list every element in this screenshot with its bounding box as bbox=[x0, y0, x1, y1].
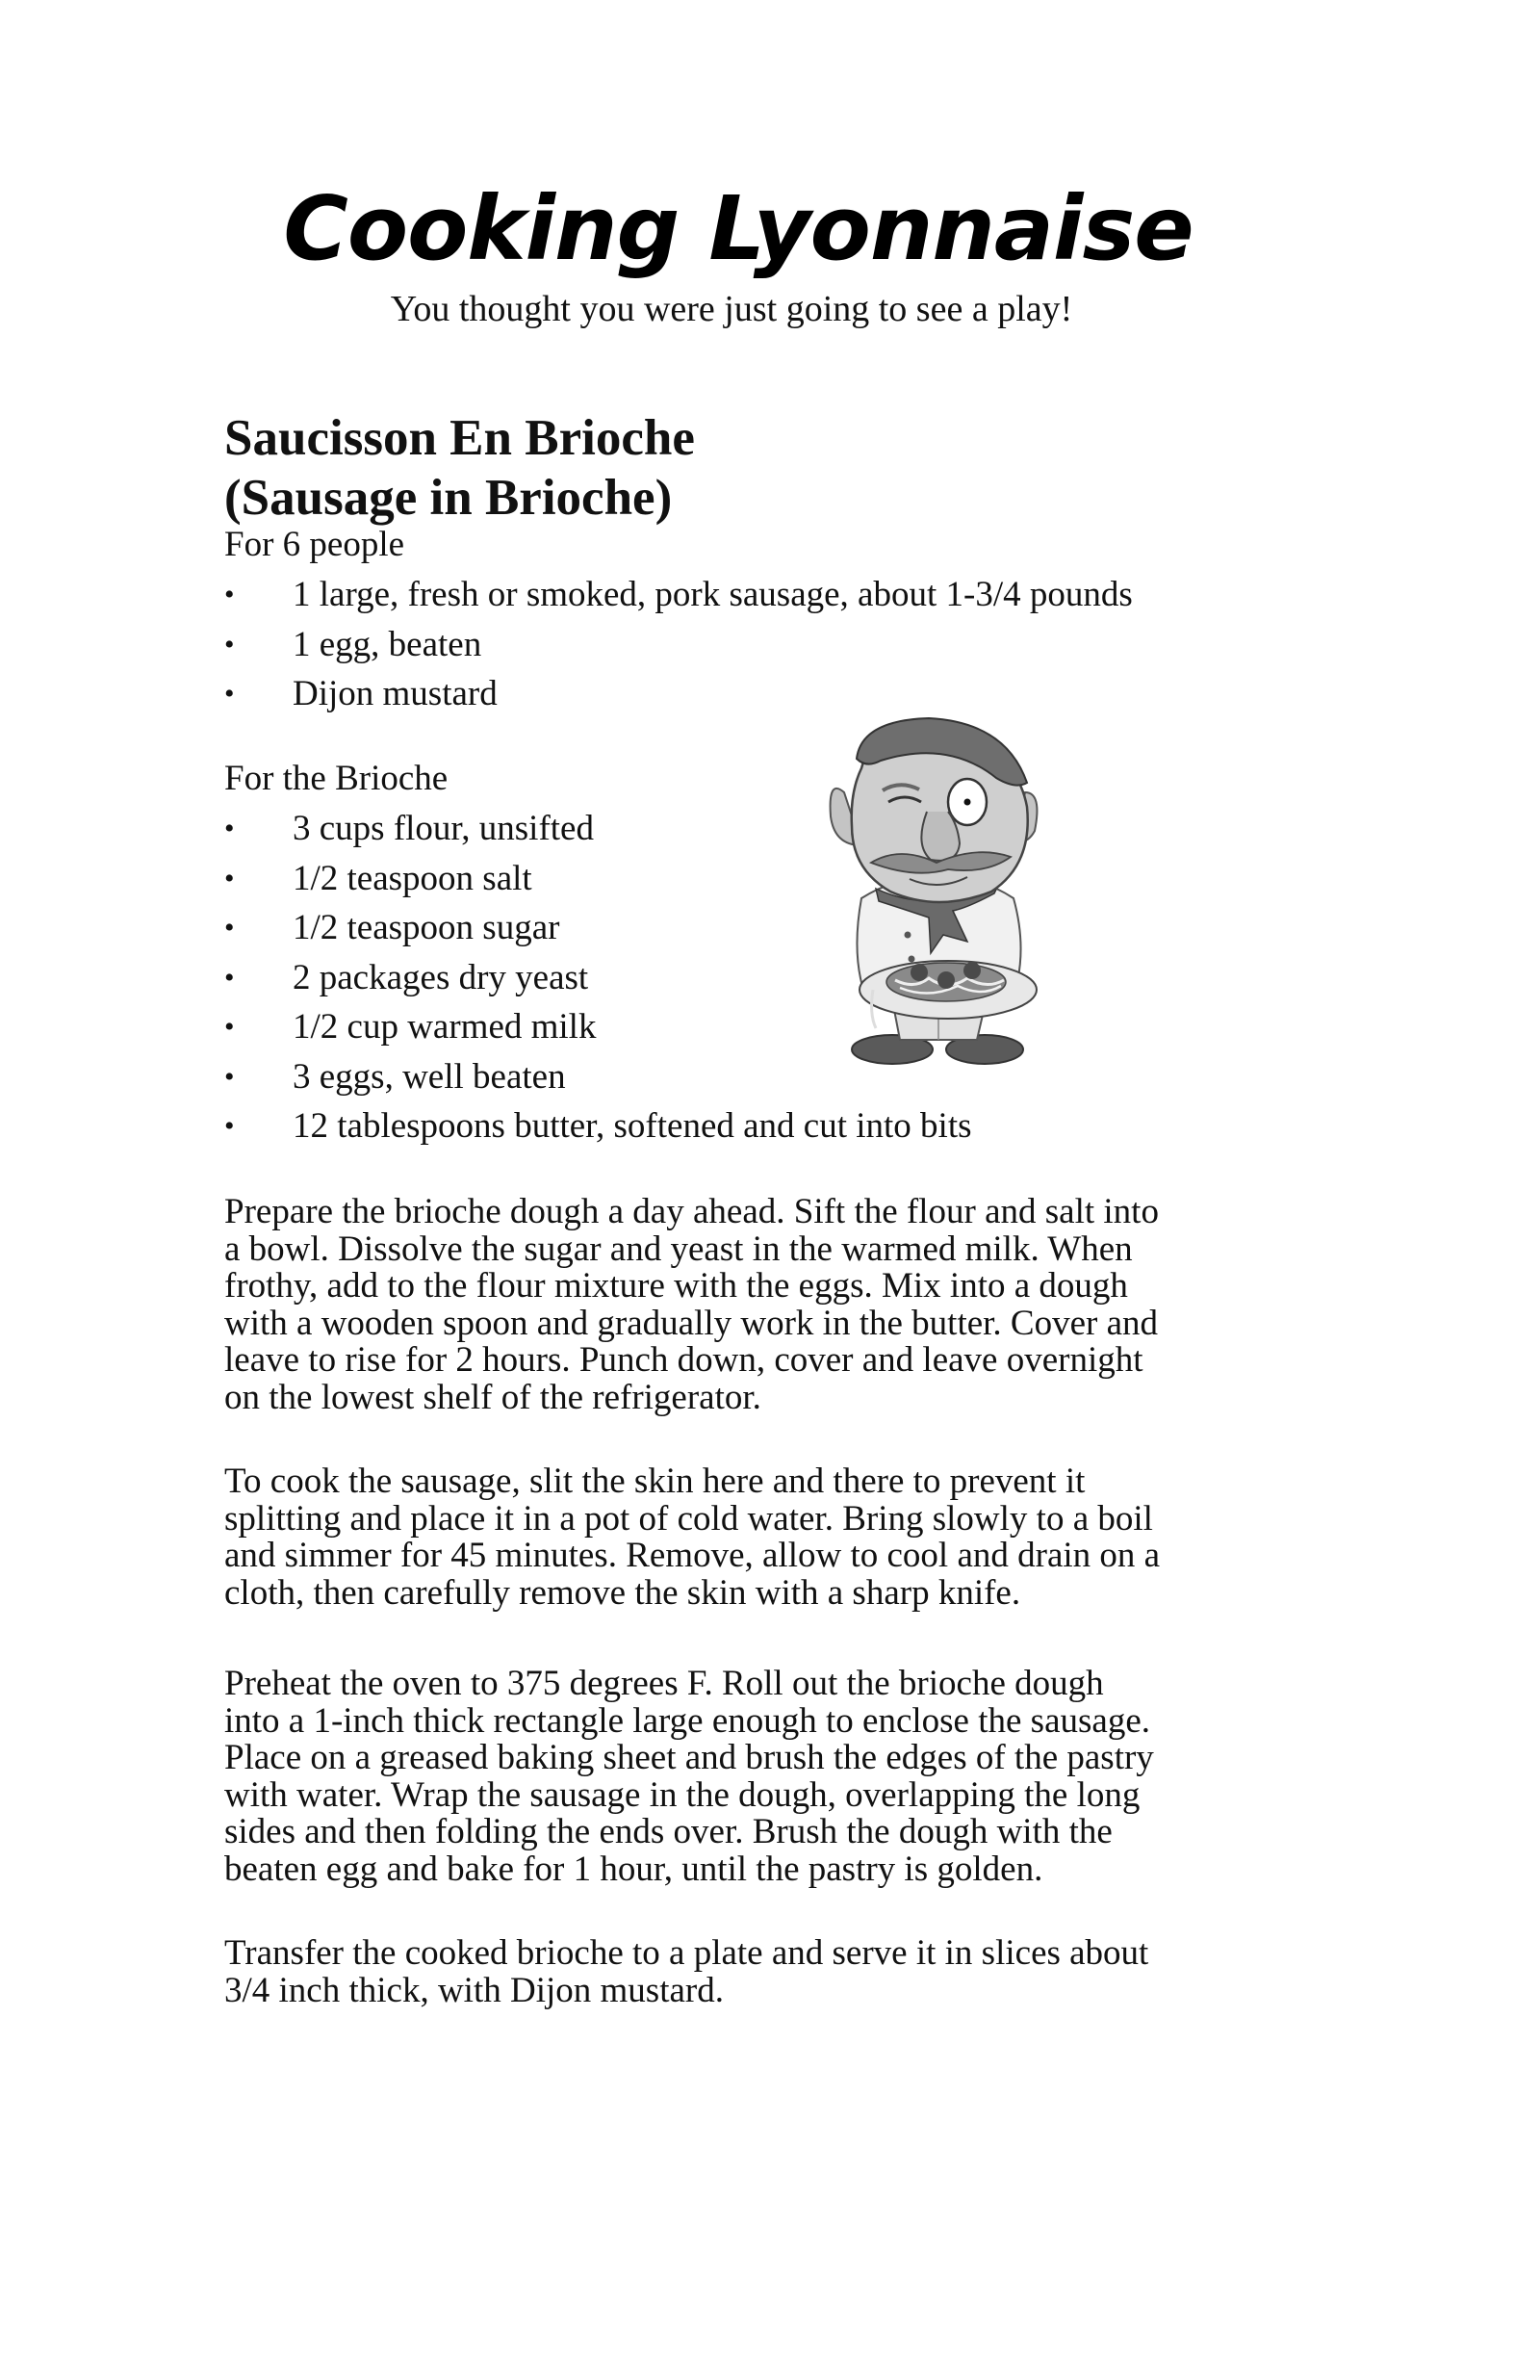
instruction-line: with water. Wrap the sausage in the dough, overlapping the long bbox=[224, 1774, 1141, 1815]
ingredient-text: 1/2 cup warmed milk bbox=[293, 1007, 597, 1047]
instruction-line: and simmer for 45 minutes. Remove, allow to cool and drain on a bbox=[224, 1536, 1161, 1576]
instruction-paragraph bbox=[224, 1666, 1245, 1889]
recipe-title-french: Saucisson En Brioche bbox=[224, 410, 695, 466]
ingredient-text: 12 tablespoons butter, softened and cut into bits bbox=[293, 1106, 972, 1146]
instruction-line: on the lowest shelf of the refrigerator. bbox=[224, 1377, 761, 1417]
instruction-line: Preheat the oven to 375 degrees F. Roll out the brioche dough bbox=[224, 1664, 1104, 1703]
page-title: Cooking Lyonnaise bbox=[283, 177, 1194, 280]
recipe-title bbox=[224, 408, 695, 528]
instruction-paragraph bbox=[224, 1463, 1245, 1612]
instruction-line: 3/4 inch thick, with Dijon mustard. bbox=[224, 1970, 724, 2010]
bullet-icon: • bbox=[224, 1011, 235, 1043]
ingredient-text: 1/2 teaspoon salt bbox=[293, 858, 532, 898]
page-subtitle: You thought you were just going to see a play! bbox=[390, 289, 1073, 329]
instruction-line: cloth, then carefully remove the skin with a sharp knife. bbox=[224, 1572, 1021, 1613]
bullet-icon: • bbox=[224, 813, 235, 844]
recipe-title-english: (Sausage in Brioche) bbox=[224, 470, 673, 526]
instruction-line: Transfer the cooked brioche to a plate and serve it in slices about bbox=[224, 1933, 1149, 1973]
instruction-line: splitting and place it in a pot of cold water. Bring slowly to a boil bbox=[224, 1498, 1153, 1539]
bullet-icon: • bbox=[224, 678, 235, 710]
ingredient-text: 2 packages dry yeast bbox=[293, 957, 589, 997]
ingredient-item bbox=[224, 620, 1133, 670]
instruction-line: a bowl. Dissolve the sugar and yeast in the warmed milk. When bbox=[224, 1229, 1133, 1269]
bullet-icon: • bbox=[224, 862, 235, 894]
instruction-paragraph bbox=[224, 1194, 1245, 1417]
ingredient-text: 1 egg, beaten bbox=[293, 624, 482, 664]
servings-text: For 6 people bbox=[224, 525, 405, 564]
ingredient-item bbox=[224, 570, 1133, 620]
ingredient-text: Dijon mustard bbox=[293, 674, 498, 713]
bullet-icon: • bbox=[224, 1060, 235, 1093]
instruction-line: sides and then folding the ends over. Brush the dough with the bbox=[224, 1812, 1113, 1852]
brioche-subheading: For the Brioche bbox=[224, 759, 449, 798]
bullet-icon: • bbox=[224, 1110, 235, 1142]
bullet-icon: • bbox=[224, 628, 235, 660]
bullet-icon: • bbox=[224, 579, 235, 610]
instruction-line: with a wooden spoon and gradually work in the butter. Cover and bbox=[224, 1303, 1159, 1343]
ingredient-item bbox=[224, 1101, 972, 1151]
ingredient-text: 1 large, fresh or smoked, pork sausage, about 1-3/4 pounds bbox=[293, 575, 1133, 614]
instruction-line: beaten egg and bake for 1 hour, until the pastry is golden. bbox=[224, 1849, 1043, 1889]
main-ingredient-list bbox=[224, 570, 1133, 719]
ingredient-text: 3 cups flour, unsifted bbox=[293, 809, 594, 848]
bullet-icon: • bbox=[224, 912, 235, 944]
instruction-line: leave to rise for 2 hours. Punch down, cover and leave overnight bbox=[224, 1340, 1143, 1381]
instruction-line: frothy, add to the flour mixture with the eggs. Mix into a dough bbox=[224, 1266, 1128, 1306]
instruction-line: To cook the sausage, slit the skin here and there to prevent it bbox=[224, 1462, 1086, 1501]
instruction-line: Prepare the brioche dough a day ahead. Sift the flour and salt into bbox=[224, 1192, 1159, 1231]
ingredient-text: 1/2 teaspoon sugar bbox=[293, 908, 560, 947]
ingredient-text: 3 eggs, well beaten bbox=[293, 1056, 566, 1097]
instruction-paragraph bbox=[224, 1935, 1245, 2009]
bullet-icon: • bbox=[224, 961, 235, 994]
instruction-line: Place on a greased baking sheet and brush the edges of the pastry bbox=[224, 1738, 1154, 1778]
instruction-line: into a 1-inch thick rectangle large enough to enclose the sausage. bbox=[224, 1700, 1150, 1741]
chef-illustration-icon bbox=[823, 701, 1049, 1072]
